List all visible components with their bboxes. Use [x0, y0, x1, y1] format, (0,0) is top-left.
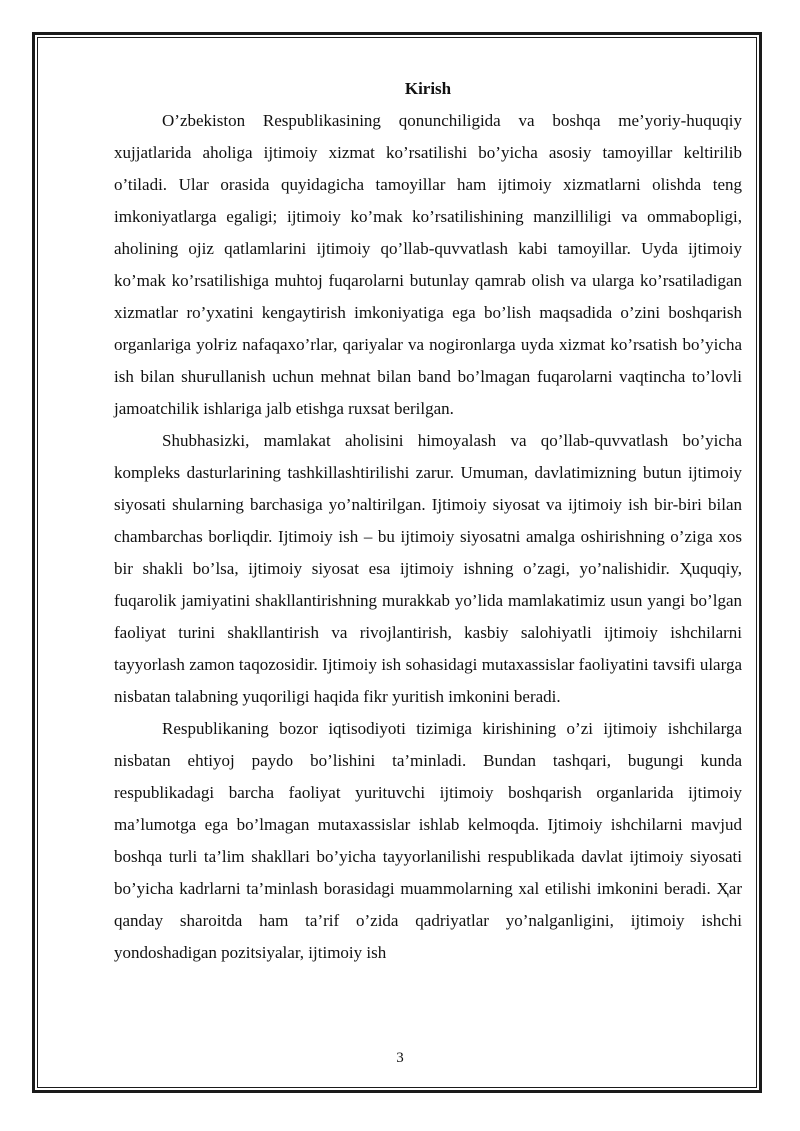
paragraph-3: Respublikaning bozor iqtisodiyoti tizimiga kirishining o’zi ijtimoiy ishchilarga nisbatan ehtiyoj paydo bo’lishini ta’minladi. Bundan tashqari, bugungi kunda respublikadagi barcha faoliyat yurituvchi ijtimoiy boshqarish organlarida ijtimoiy ma’lumotga ega bo’lmagan mutaxassislar ishlab kelmoqda. Ijtimoiy ishchilarni mavjud boshqa turli ta’lim shakllari bo’yicha tayyorlanilishi respublikada davlat ijtimoiy siyosati bo’yicha kadrlarni ta’minlash borasidagi muammolarning xal etilishi imkonini beradi. Ҳar qanday sharoitda ham ta’rif o’zida qadriyatlar yo’nalganligini, ijtimoiy ishchi yondoshadigan pozitsiyalar, ijtimoiy ish — [114, 719, 742, 962]
paragraph-2: Shubhasizki, mamlakat aholisini himoyalash va qo’llab-quvvatlash bo’yicha kompleks dasturlarining tashkillashtirilishi zarur. Umuman, davlatimizning butun ijtimoiy siyosati shularning barchasiga yo’naltirilgan. Ijtimoiy siyosat va ijtimoiy ish bir-biri bilan chambarchas boғliqdir. Ijtimoiy ish – bu ijtimoiy siyosatni amalga oshirishning o’ziga xos bir shakli bo’lsa, ijtimoiy siyosat esa ijtimoiy ishning o’zagi, yo’nalishidir. Ҳuquqiy, fuqarolik jamiyatini shakllantirishning murakkab yo’lida mamlakatimiz usun yangi bo’lgan faoliyat turini shakllantirish va rivojlantirish, kasbiy salohiyatli ijtimoiy ishchilarni tayyorlash zamon taqozosidir. Ijtimoiy ish sohasidagi mutaxassislar faoliyatini tavsifi ularga nisbatan talabning yuqoriligi haqida fikr yuritish imkonini beradi. — [114, 431, 742, 706]
paragraph-1: O’zbekiston Respublikasining qonunchiligida va boshqa me’yoriy-huquqiy xujjatlarida aholiga ijtimoiy xizmat ko’rsatilishi bo’yicha asosiy tamoyillar keltirilib o’tiladi. Ular orasida quyidagicha tamoyillar ham ijtimoiy xizmatlarni olishda teng imkoniyatlarga egaligi; ijtimoiy ko’mak ko’rsatilishining manzilliligi va ommabopligi, aholining ojiz qatlamlarini ijtimoiy qo’llab-quvvatlash kabi tamoyillar. Uyda ijtimoiy ko’mak ko’rsatilishiga muhtoj fuqarolarni butunlay qamrab olish va ularga ko’rsatiladigan xizmatlar ro’yxatini kengaytirish imkoniyatiga ega bo’lish maqsadida o’zini boshqarish organlariga yolғiz nafaqaxo’rlar, qariyalar va nogironlarga uyda xizmat ko’rsatish bo’yicha ish bilan shuғullanish uchun mehnat bilan band bo’lmagan fuqarolarni vaqtincha to’lovli jamoatchilik ishlariga jalb etishga ruxsat berilgan. — [114, 111, 742, 418]
page-title: Kirish — [404, 79, 452, 98]
page-number: 3 — [396, 1050, 404, 1066]
document-body — [114, 73, 742, 969]
